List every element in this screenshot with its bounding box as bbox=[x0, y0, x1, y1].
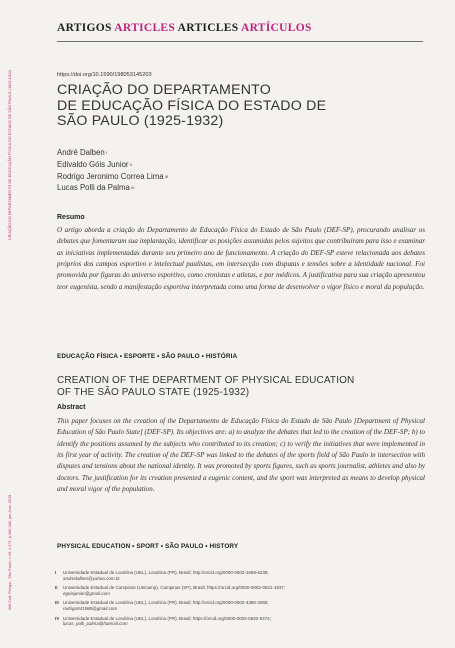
footnote-text: Universidade Estadual de Londrina (UEL), Londrina (PR), Brasil; http://orcid.org/0000-0003-1689-6238; bbox=[63, 570, 269, 575]
footnote-number: III bbox=[55, 600, 59, 606]
author: Rodrigo Jeronimo Correa Lima$^{III}$ bbox=[57, 171, 168, 181]
keywords-pt: EDUCAÇÃO FÍSICA • ESPORTE • SÃO PAULO • HISTÓRIA bbox=[57, 353, 238, 360]
side-margin bbox=[0, 0, 24, 648]
footnote-email[interactable]: lucas_polli_palma@hotmail.com bbox=[63, 621, 128, 627]
footnote-email[interactable]: rodrigo941988@gmail.com bbox=[63, 606, 118, 612]
header-rule bbox=[57, 41, 423, 42]
resumo-text: O artigo aborda a criação do Departamento de Educação Física do Estado de São Paulo (DEF-SP), procurando analisar os debates que fomentaram sua implantação, identificar as posições assumidas pelos sujeitos que contribuíram para isso e examinar as iniciativas implementadas durante seu primeiro ano de funcionamento. A criação do DEF-SP esteve relacionada aos debates próprios dos campos esportivo e intelectual paulistas, em intersecção com disputas e tensões sobre a identidade nacional. Foi promovida por figuras do universo esportivo, como cronistas e atletas, e por médicos. A justificativa para sua criação apresentou teor eugenista, sendo a manifestação esportiva interpretada como uma forma de desenvolver o vigor físico e moral da população. bbox=[57, 226, 425, 291]
citation-vertical: 366 Cad. Pesqui., São Paulo, v.49, n.171, p.366-386, jan./mar. 2019 bbox=[8, 494, 12, 610]
abstract-text: This paper focuses on the creation of the Departamento de Educação Física do Estado de São Paulo [Department of Physical Education of São Paulo State] (DEF-SP). Its objectives are: a) to analyze the debates that led to the creation of the DEF-SP; b) to identify the positions assumed by the subjects who contributed to its creation; c) to verify the initiatives that were implemented in its first year of activity. The creation of the DEF-SP was linked to the debates of the sports field of São Paulo in intersection with disputes and tensions about the national identity. It was promoted by sports figures, such as sports journalist, athletes and also by doctors. The justification for its creation presented a eugenic content, and the sport was interpreted as means to develop physical and moral vigor of the population. bbox=[57, 417, 425, 494]
footnote-text: Universidade Estadual de Londrina (UEL), Londrina (PR), Brasil; https://orcid.org/0000-0002-0832-5374; bbox=[63, 615, 271, 621]
footnote bbox=[55, 585, 423, 597]
section-word-pt: ARTIGOS bbox=[57, 22, 112, 34]
section-word-en: ARTICLES bbox=[114, 22, 176, 34]
title-line: SÃO PAULO (1925-1932) bbox=[57, 113, 224, 129]
section-word-es: ARTÍCULOS bbox=[240, 22, 312, 34]
section-word-fr: ARTICLES bbox=[177, 22, 239, 34]
running-title-vertical: CRIAÇÃO DO DEPARTAMENTO DE EDUCAÇÃO FÍSICA DO ESTADO DE SÃO PAULO (1925-1932) bbox=[8, 69, 12, 240]
author: Lucas Polli da Palma$^{IV}$ bbox=[57, 183, 135, 193]
footnote-number: II bbox=[55, 585, 58, 591]
english-title-line: CREATION OF THE DEPARTMENT OF PHYSICAL EDUCATION bbox=[57, 375, 355, 386]
footnote-number: IV bbox=[55, 615, 60, 621]
section-header bbox=[57, 22, 312, 34]
author-list bbox=[57, 147, 168, 194]
footnote-number: I bbox=[55, 570, 57, 575]
keywords-en: PHYSICAL EDUCATION • SPORT • SÃO PAULO • HISTORY bbox=[57, 543, 239, 550]
author: André Dalben$^I$ bbox=[57, 148, 107, 157]
footnote bbox=[55, 616, 423, 628]
footnote bbox=[55, 570, 423, 582]
footnote bbox=[55, 600, 423, 612]
resumo-heading: Resumo bbox=[57, 214, 85, 221]
english-title-line: OF THE SÃO PAULO STATE (1925-1932) bbox=[57, 387, 250, 399]
title-line: CRIAÇÃO DO DEPARTAMENTO bbox=[57, 82, 272, 98]
footnote-text: Universidade Estadual de Campinas (Unicamp), Campinas (SP), Brasil; https://orcid.org/0000-0002-0521-1937; bbox=[63, 585, 286, 591]
footnote-email[interactable]: andredalben@yahoo.com.br bbox=[63, 575, 120, 581]
english-title bbox=[57, 375, 425, 399]
footnote-text: Universidade Estadual de Londrina (UEL), Londrina (PR), Brasil; http://orcid.org/0000-0002-4380-2068; bbox=[63, 600, 269, 606]
footnotes bbox=[55, 570, 423, 631]
doi-link[interactable]: https://doi.org/10.1590/198053145203 bbox=[57, 72, 152, 78]
article-title bbox=[57, 83, 357, 130]
title-line: DE EDUCAÇÃO FÍSICA DO ESTADO DE bbox=[57, 97, 327, 114]
abstract-heading: Abstract bbox=[57, 404, 86, 411]
author: Edivaldo Góis Junior$^{II}$ bbox=[57, 159, 132, 169]
footnote-email[interactable]: egoisjunior@gmail.com bbox=[63, 590, 110, 596]
